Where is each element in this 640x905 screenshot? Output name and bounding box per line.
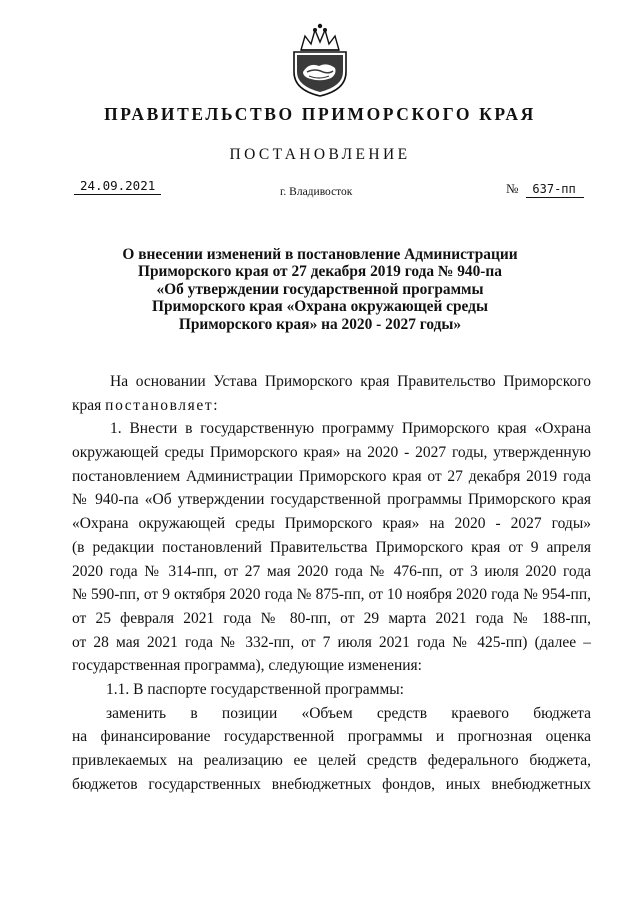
paragraph-line: № 590-пп, от 9 октября 2020 года № 875-пп, от 10 ноября 2020 года № 954-пп, — [72, 586, 591, 604]
paragraph-text: края — [72, 396, 106, 414]
paragraph-line: от 28 мая 2021 года № 332-пп, от 7 июля 2021 года № 425-пп) (далее – — [72, 633, 591, 651]
paragraph-line: «Охрана окружающей среды Приморского края» на 2020 - 2027 годы» — [72, 515, 591, 533]
paragraph-line: 1. Внести в государственную программу Приморского края «Охрана — [110, 420, 591, 438]
paragraph-line: государственная программа), следующие изменения: — [72, 657, 422, 675]
paragraph-line: бюджетов государственных внебюджетных фондов, иных внебюджетных — [72, 775, 591, 793]
document-date: 24.09.2021 — [74, 178, 161, 195]
heading-line: Приморского края» на 2020 - 2027 годы» — [178, 315, 462, 333]
paragraph-line: 2020 года № 314-пп, от 27 мая 2020 года № 476-пп, от 3 июля 2020 года — [72, 562, 591, 580]
paragraph-line: на финансирование государственной программы и прогнозная оценка — [72, 728, 591, 746]
heading-line: Приморского края от 27 декабря 2019 года № 940-па — [138, 263, 502, 281]
paragraph-line: (в редакции постановлений Правительства Приморского края от 9 апреля — [72, 538, 591, 556]
coat-of-arms-emblem — [291, 22, 349, 98]
heading-line: «Об утверждении государственной программы — [156, 280, 484, 298]
resolves-keyword: постановляет: — [105, 396, 220, 414]
document-city: г. Владивосток — [280, 186, 353, 198]
heading-line: Приморского края «Охрана окружающей среды — [152, 298, 488, 316]
paragraph-line: заменить в позиции «Объем средств краевого бюджета — [106, 704, 591, 722]
document-number-block — [506, 181, 584, 198]
paragraph-line: от 25 февраля 2021 года № 80-пп, от 29 марта 2021 года № 188-пп, — [72, 609, 591, 627]
document-number: 637-пп — [526, 182, 584, 198]
document-type: ПОСТАНОВЛЕНИЕ — [229, 146, 411, 163]
paragraph-line: 1.1. В паспорте государственной программы: — [106, 680, 404, 698]
paragraph-line: постановлением Администрации Приморского края от 27 декабря 2019 года — [72, 467, 591, 485]
paragraph-line: привлекаемых на реализацию ее целей средств федерального бюджета, — [72, 752, 591, 769]
document-heading — [110, 246, 530, 333]
paragraph-line: окружающей среды Приморского края» на 2020 - 2027 годы, утвержденную — [72, 444, 591, 462]
paragraph-line: № 940-па «Об утверждении государственной программы Приморского края — [72, 491, 591, 509]
government-title: ПРАВИТЕЛЬСТВО ПРИМОРСКОГО КРАЯ — [104, 104, 536, 124]
document-body — [72, 370, 591, 796]
heading-line: О внесении изменений в постановление Администрации — [122, 246, 518, 263]
paragraph-line — [72, 394, 591, 418]
number-sign: № — [506, 181, 519, 196]
paragraph-line: На основании Устава Приморского края Правительство Приморского — [110, 373, 591, 390]
